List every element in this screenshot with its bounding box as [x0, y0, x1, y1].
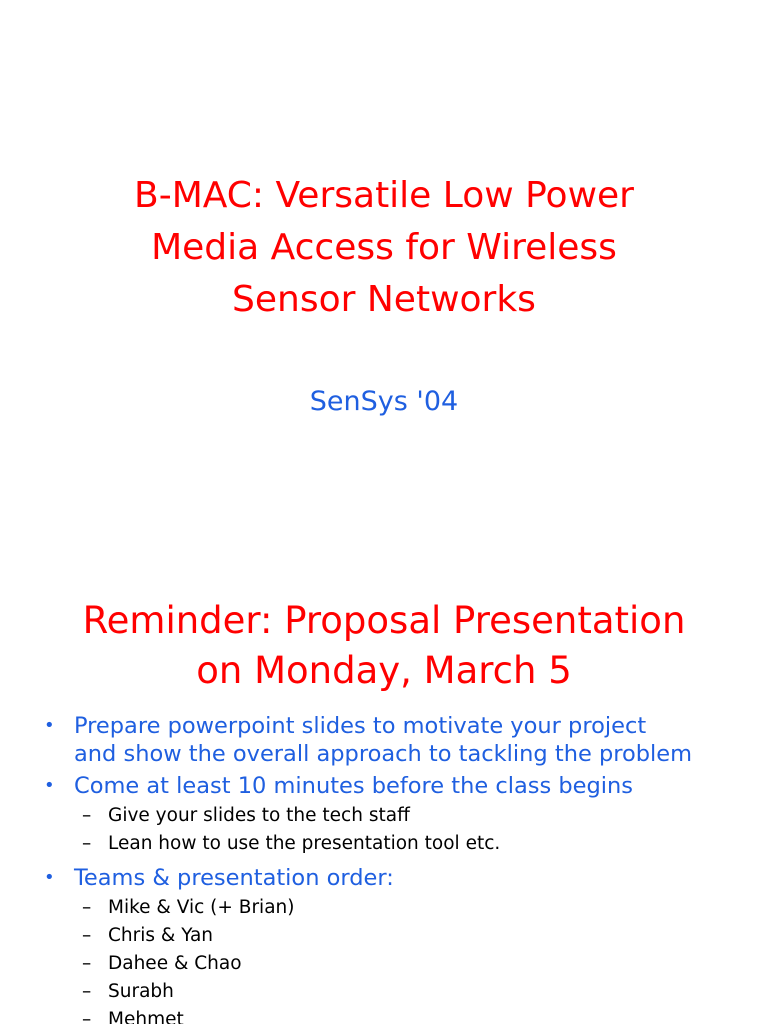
slide-2 [0, 560, 768, 1024]
slide-1-title-line: Sensor Networks [232, 279, 536, 320]
slide-1-title-line: B-MAC: Versatile Low Power [134, 175, 634, 216]
bullet-text: • Come at least 10 minutes before the class begins [74, 773, 634, 799]
bullet-text: • Teams & presentation order: [74, 865, 394, 891]
slide-2-title-line: on Monday, March 5 [196, 649, 572, 692]
bullet-list [40, 712, 760, 1024]
sub-bullet-item: – Dahee & Chao [74, 950, 760, 978]
sub-bullet-list [74, 802, 760, 858]
bullet-text: • Prepare powerpoint slides to motivate your project [74, 713, 647, 739]
sub-bullet-item: – Give your slides to the tech staff [74, 802, 760, 830]
sub-bullet-item: – Chris & Yan [74, 922, 760, 950]
slide-1-title [0, 170, 768, 326]
sub-bullet-item: – Mike & Vic (+ Brian) [74, 894, 760, 922]
sub-bullet-item: – Surabh [74, 978, 760, 1006]
sub-bullet-item: – Mehmet [74, 1006, 760, 1024]
sub-bullet-item: – Lean how to use the presentation tool etc. [74, 830, 760, 858]
bullet-text: and show the overall approach to tackling the problem [74, 741, 693, 767]
bullet-item [40, 712, 760, 768]
slide-2-title [0, 596, 768, 696]
slide-1-subtitle: SenSys '04 [309, 386, 459, 417]
sub-bullet-list [74, 894, 760, 1024]
bullet-item [40, 864, 760, 1024]
bullet-item [40, 772, 760, 858]
slide-2-title-line: Reminder: Proposal Presentation [82, 599, 686, 642]
slide-1-title-line: Media Access for Wireless [151, 227, 617, 268]
